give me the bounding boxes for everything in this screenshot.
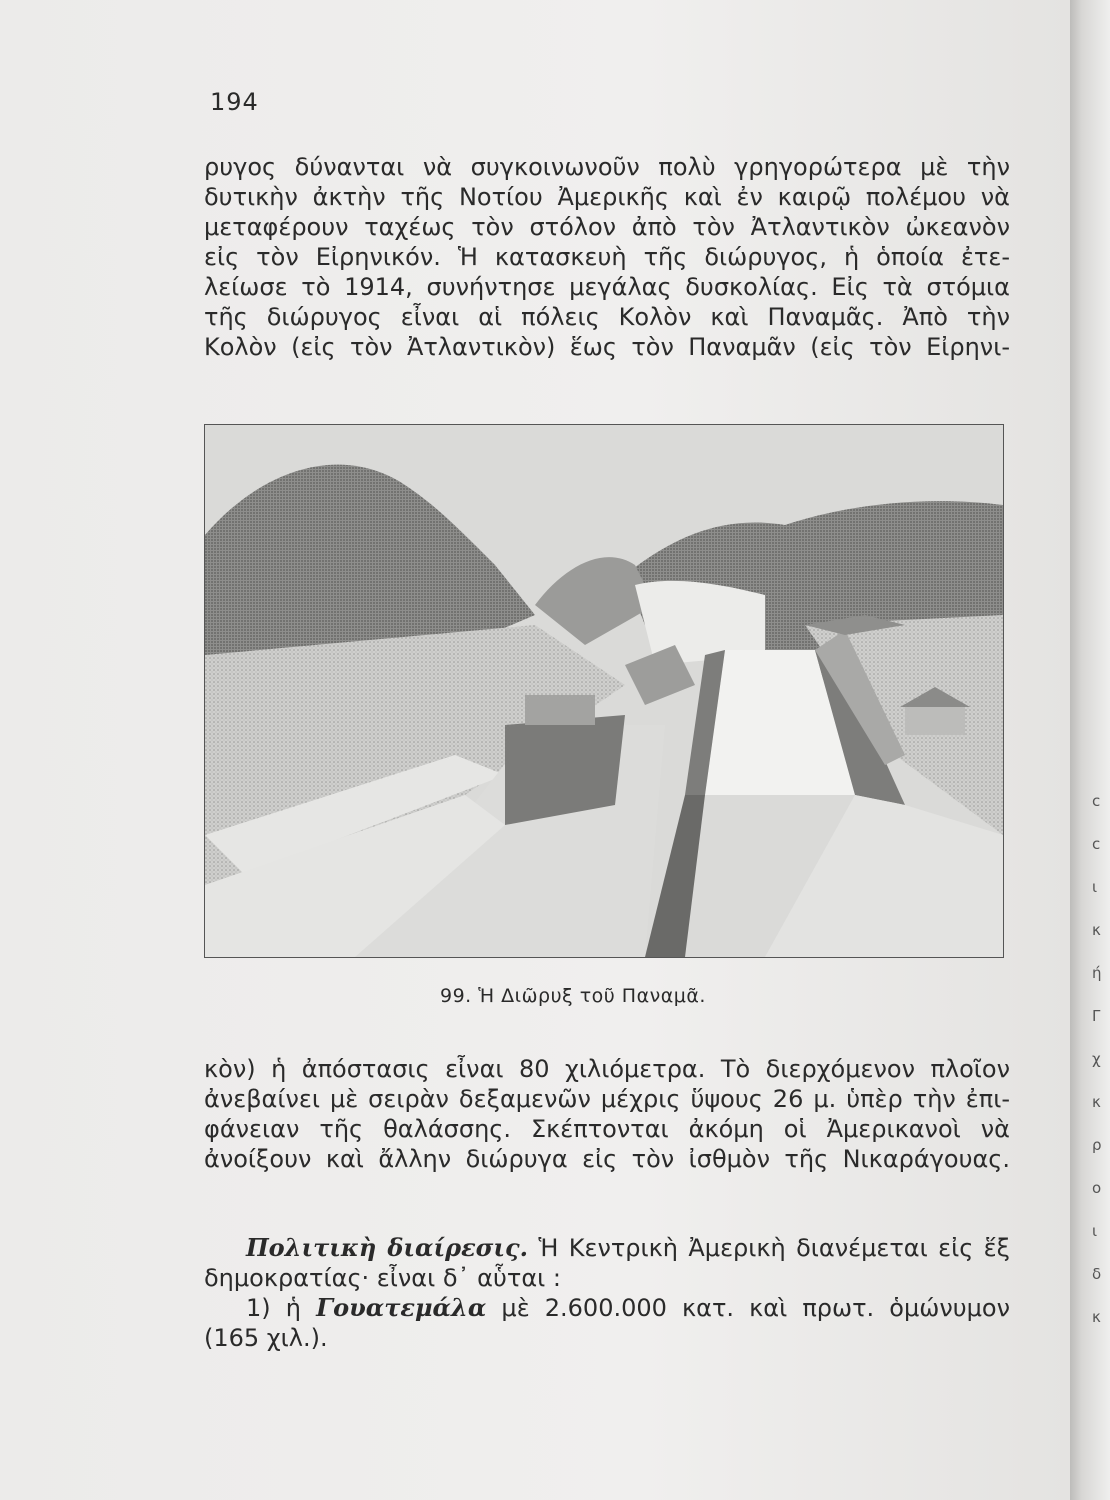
facing-page-edge [1092, 780, 1106, 1339]
edge-letter: κ [1092, 1308, 1101, 1326]
photo-illustration [205, 425, 1003, 957]
section-heading: Πολιτικὴ διαίρεσις. [246, 1233, 528, 1262]
edge-letter: ο [1092, 1179, 1102, 1197]
country-name: Γουατεμάλα [316, 1293, 487, 1322]
figure-caption: 99. Ἡ Διῶρυξ τοῦ Παναμᾶ. [440, 985, 706, 1007]
text-line: δημοκρατίας· εἶναι δ᾽ αὗται : [204, 1264, 561, 1292]
text-line: κὸν) ἡ ἀπόστασις εἶναι 80 χιλιόμετρα. Τὸ διερχόμενον πλοῖον [204, 1055, 1010, 1083]
paragraph-2 [204, 1054, 1010, 1174]
text-line: Κολὸν (εἰς τὸν Ἀτλαντικὸν) ἕως τὸν Παναμᾶν (εἰς τὸν Εἰρηνι- [204, 333, 1010, 361]
edge-letter: δ [1092, 1265, 1102, 1283]
text-line: εἰς τὸν Εἰρηνικόν. Ἡ κατασκευὴ τῆς διώρυγος, ἡ ὁποία ἐτε- [204, 243, 1010, 271]
edge-letter: ι [1092, 1222, 1098, 1240]
edge-letter: ή [1092, 964, 1102, 982]
text-line: φάνειαν τῆς θαλάσσης. Σκέπτονται ἀκόμη οἱ Ἀμερικανοὶ νὰ [204, 1115, 1010, 1143]
text-line: λείωσε τὸ 1914, συνήντησε μεγάλας δυσκολίας. Εἰς τὰ στόμια [204, 273, 1010, 301]
text-line: ἀνοίξουν καὶ ἄλλην διώρυγα εἰς τὸν ἰσθμὸν τῆς Νικαράγουας. [204, 1145, 1010, 1173]
text-line: ρυγος δύνανται νὰ συγκοινωνοῦν πολὺ γρηγορώτερα μὲ τὴν [204, 153, 1010, 181]
edge-letter: ι [1092, 878, 1098, 896]
edge-letter: Γ [1092, 1007, 1101, 1025]
text-line: δυτικὴν ἀκτὴν τῆς Νοτίου Ἀμερικῆς καὶ ἐν καιρῷ πολέμου νὰ [204, 183, 1010, 211]
text-line [204, 1233, 1010, 1263]
edge-letter: c [1092, 835, 1101, 853]
page-number: 194 [210, 88, 259, 116]
edge-letter: χ [1092, 1050, 1101, 1068]
list-prefix: 1) ἡ [246, 1294, 301, 1322]
edge-letter: c [1092, 792, 1101, 810]
text-line: (165 χιλ.). [204, 1324, 328, 1352]
text-span: μὲ 2.600.000 κατ. καὶ πρωτ. ὁμώνυμον [501, 1294, 1010, 1322]
panama-canal-photo [204, 424, 1004, 958]
edge-letter: κ [1092, 921, 1101, 939]
paragraph-3 [204, 1233, 1010, 1353]
text-line: μεταφέρουν ταχέως τὸν στόλον ἀπὸ τὸν Ἀτλαντικὸν ὠκεανὸν [204, 213, 1010, 241]
text-line: τῆς διώρυγος εἶναι αἱ πόλεις Κολὸν καὶ Παναμᾶς. Ἀπὸ τὴν [204, 303, 1010, 331]
text-line: ἀνεβαίνει μὲ σειρὰν δεξαμενῶν μέχρις ὕψους 26 μ. ὑπὲρ τὴν ἐπι- [204, 1085, 1010, 1113]
paragraph-1 [204, 152, 1010, 362]
text-span: Ἡ Κεντρικὴ Ἀμερικὴ διανέμεται εἰς ἕξ [538, 1234, 1011, 1262]
text-line [204, 1293, 1010, 1323]
edge-letter: κ [1092, 1093, 1101, 1111]
edge-letter: ρ [1092, 1136, 1102, 1154]
